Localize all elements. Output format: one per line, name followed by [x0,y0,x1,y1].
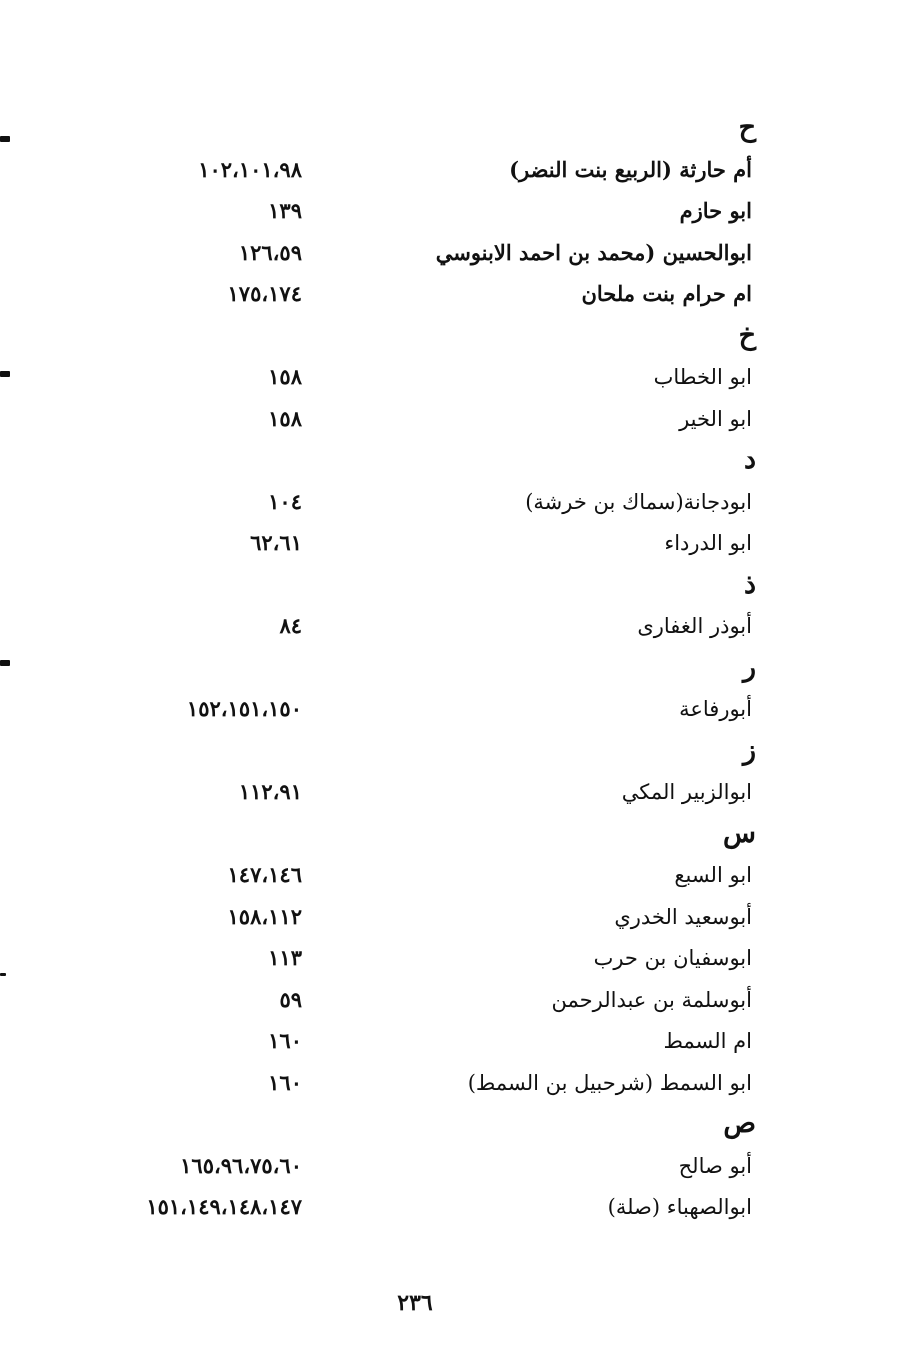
entry-page-numbers: ١٠٤ [268,488,302,514]
entry-page-numbers: ١٣٩ [268,198,302,223]
entry-name: ام السمط [663,1029,752,1053]
section-letter-row [80,565,760,607]
section-letter-row [80,440,760,482]
section-letter: ص [723,1108,756,1139]
entry-name: أبوسعيد الخدري [614,904,752,929]
section-letter: ح [738,112,756,143]
scan-edge-mark [0,660,10,666]
index-entry-row [80,274,760,316]
section-letter-row [80,108,760,150]
entry-name: ابوالزبير المكي [621,780,752,804]
entry-page-numbers: ١٥١،١٤٩،١٤٨،١٤٧ [146,1194,302,1219]
entry-name: أبوذر الغفارى [637,614,752,638]
index-entry-row [80,150,760,192]
entry-page-numbers: ١٥٢،١٥١،١٥٠ [186,696,302,721]
entry-page-numbers: ٨٤ [279,613,302,638]
section-letter-row [80,316,760,358]
entry-name: ابو السبع [674,863,752,887]
index-entry-row [80,606,760,648]
entry-page-numbers: ١٦٠ [268,1028,302,1053]
index-entry-row [80,357,760,399]
index-entry-row [80,1187,760,1229]
index-entry-row [80,772,760,814]
index-entry-row [80,689,760,731]
index-entry-row [80,938,760,980]
index-entry-row [80,1021,760,1063]
entry-name: ابو الخطاب [653,365,752,389]
entry-name: أبو صالح [678,1153,752,1178]
section-letter: ذ [743,568,756,600]
index-entry-row [80,399,760,441]
entry-name: ابو الخير [679,406,752,431]
page-number: ٢٣٦ [397,1290,433,1316]
entry-page-numbers: ١١٣ [268,945,302,970]
entry-page-numbers: ١١٢،٩١ [238,779,302,804]
entry-page-numbers: ١٤٧،١٤٦ [227,862,302,887]
entry-name: أبورفاعة [679,697,752,721]
index-entry-row [80,233,760,275]
section-letter: س [723,817,756,849]
section-letter-row [80,648,760,690]
entry-page-numbers: ١٦٠ [268,1069,302,1095]
entry-name: ابوالصهباء (صلة) [607,1195,752,1219]
scan-edge-mark [0,973,6,976]
entry-page-numbers: ٥٩ [279,986,302,1012]
section-letter-row [80,814,760,856]
index-entry-row [80,897,760,939]
entry-page-numbers: ١٦٥،٩٦،٧٥،٦٠ [180,1152,302,1178]
entry-name: ام حرام بنت ملحان [581,281,752,306]
entry-name: أم حارثة (الربيع بنت النضر) [509,156,752,182]
entry-name: ابوالحسين (محمد بن احمد الابنوسي [435,239,752,265]
entry-page-numbers: ١٥٨ [268,405,302,431]
index-entry-row [80,855,760,897]
section-letter: ر [742,651,756,683]
section-letter-row [80,731,760,773]
entry-page-numbers: ٦٢،٦١ [250,530,302,555]
index-entry-row [80,980,760,1022]
section-letter-row [80,1104,760,1146]
name-index-list [80,108,760,1229]
entry-page-numbers: ١٥٨ [268,364,302,389]
entry-name: أبوسلمة بن عبدالرحمن [551,987,752,1012]
entry-name: ابو السمط (شرحبيل بن السمط) [467,1070,752,1095]
entry-name: ابو الدرداء [664,531,752,555]
entry-page-numbers: ١٢٦،٥٩ [238,239,302,265]
entry-page-numbers: ١٠٢،١٠١،٩٨ [198,156,302,182]
scan-edge-mark [0,371,10,377]
scan-edge-mark [0,136,10,142]
entry-page-numbers: ١٧٥،١٧٤ [227,281,302,306]
entry-page-numbers: ١٥٨،١١٢ [227,903,302,929]
index-entry-row [80,1146,760,1188]
section-letter: ز [742,734,756,766]
entry-name: ابو حازم [679,198,752,223]
entry-name: ابودجانة(سماك بن خرشة) [525,489,752,514]
section-letter: د [743,444,756,475]
index-entry-row [80,191,760,233]
entry-name: ابوسفيان بن حرب [593,946,752,970]
index-entry-row [80,482,760,524]
index-entry-row [80,1063,760,1105]
index-entry-row [80,523,760,565]
section-letter: خ [738,319,756,351]
